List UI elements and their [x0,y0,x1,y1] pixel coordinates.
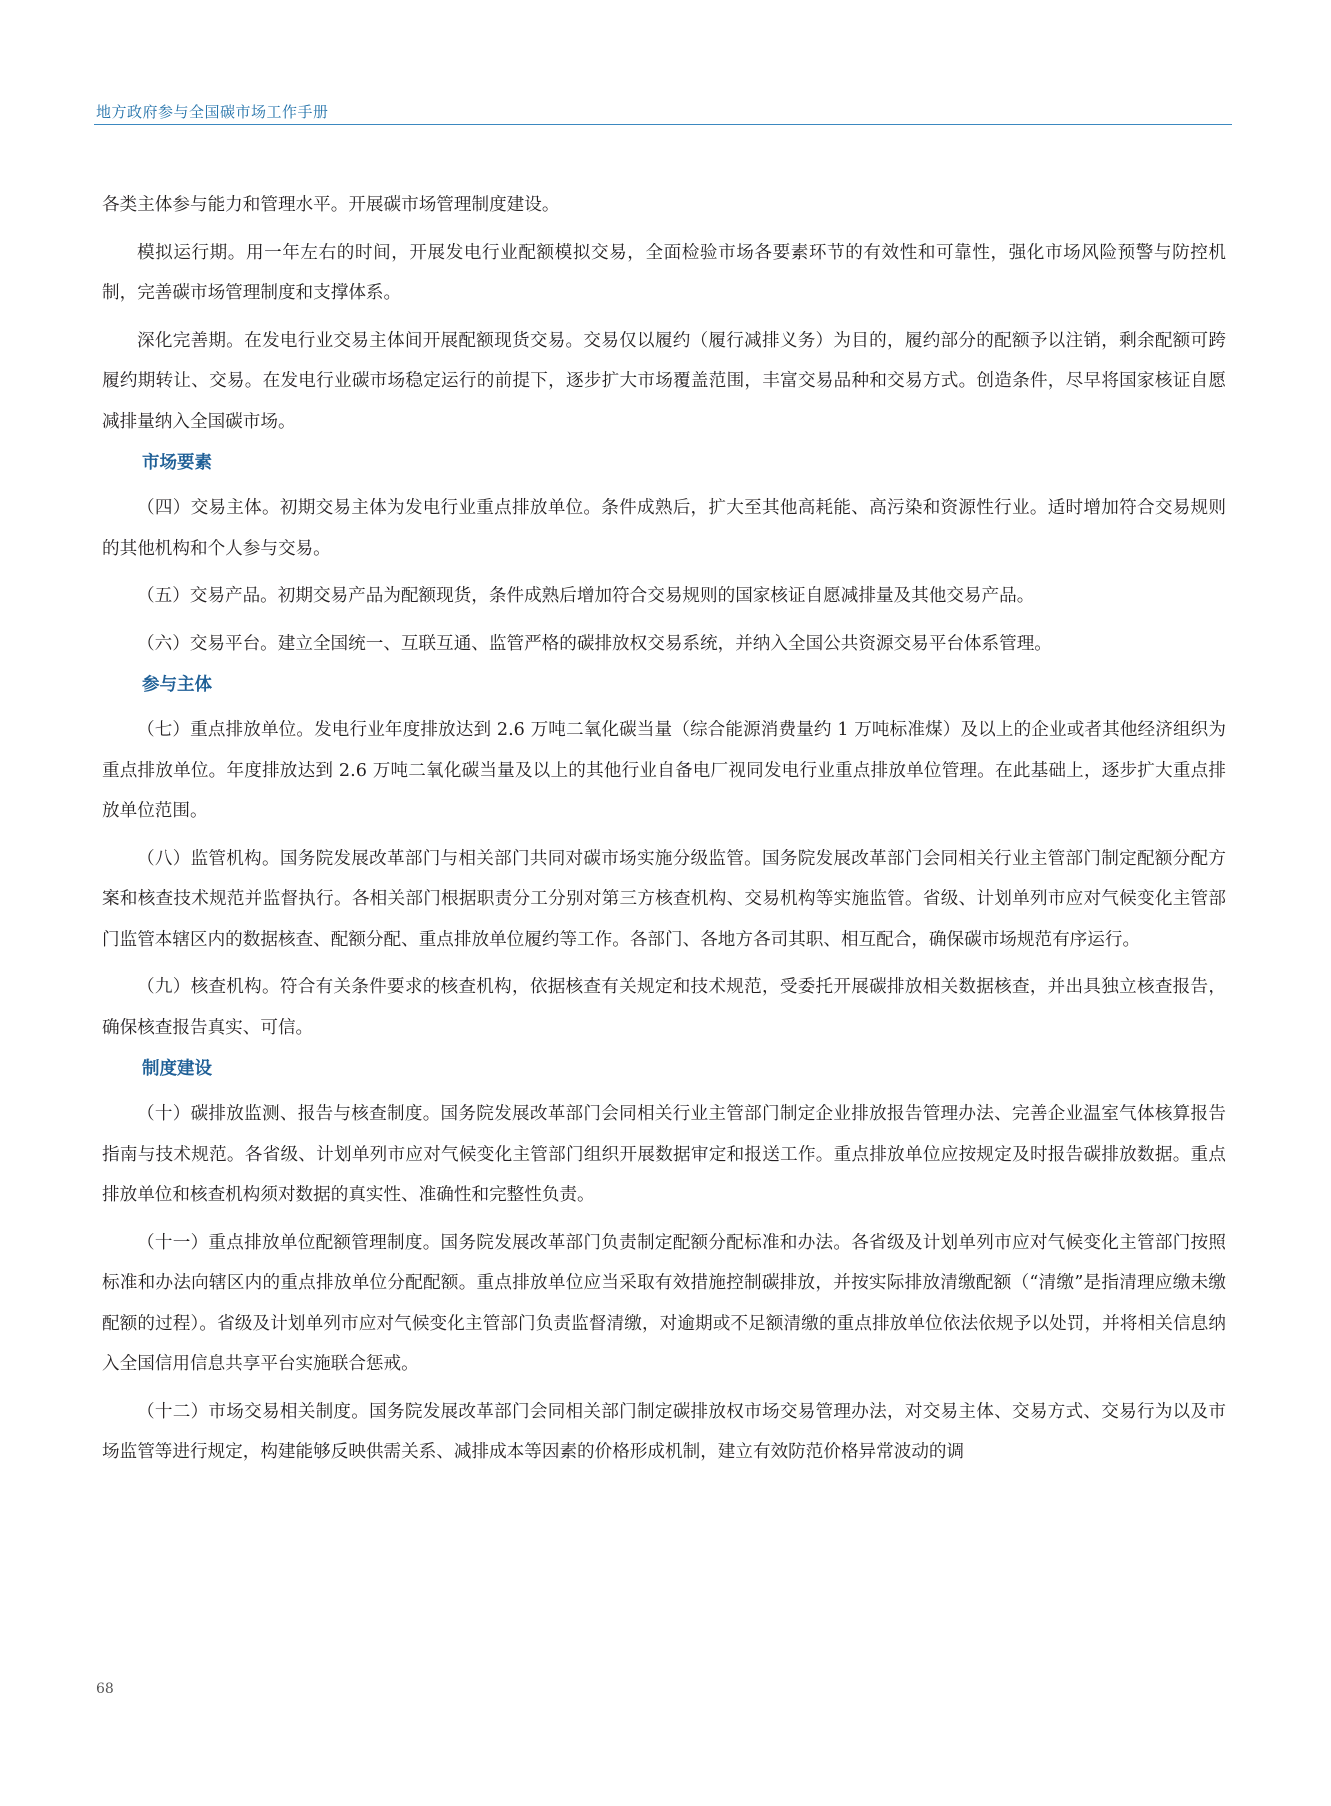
paragraph-simulation-phase: 模拟运行期。用一年左右的时间，开展发电行业配额模拟交易，全面检验市场各要素环节的有效性和可靠性，强化市场风险预警与防控机制，完善碳市场管理制度和支撑体系。 [102,242,1226,303]
header-rule [94,124,1232,125]
paragraph-allowance-management: （十一）重点排放单位配额管理制度。国务院发展改革部门负责制定配额分配标准和办法。各省级及计划单列市应对气候变化主管部门按照标准和办法向辖区内的重点排放单位分配配额。重点排放单位应当采取有效措施控制碳排放，并按实际排放清缴配额（“清缴”是指清理应缴未缴配额的过程）。省级及计划单列市应对气候变化主管部门负责监督清缴，对逾期或不足额清缴的重点排放单位依法依规予以处罚，并将相关信息纳入全国信用信息共享平台实施联合惩戒。 [102,1232,1226,1374]
page-body [102,185,1226,1480]
paragraph-trading-products: （五）交易产品。初期交易产品为配额现货，条件成熟后增加符合交易规则的国家核证自愿减排量及其他交易产品。 [137,586,1035,606]
paragraph-continued: 各类主体参与能力和管理水平。开展碳市场管理制度建设。 [102,195,560,215]
paragraph-mrv-system: （十）碳排放监测、报告与核查制度。国务院发展改革部门会同相关行业主管部门制定企业排放报告管理办法、完善企业温室气体核算报告指南与技术规范。各省级、计划单列市应对气候变化主管部门组织开展数据审定和报送工作。重点排放单位应按规定及时报告碳排放数据。重点排放单位和核查机构须对数据的真实性、准确性和完整性负责。 [102,1104,1226,1205]
paragraph-deepening-phase: 深化完善期。在发电行业交易主体间开展配额现货交易。交易仅以履约（履行减排义务）为目的，履约部分的配额予以注销，剩余配额可跨履约期转让、交易。在发电行业碳市场稳定运行的前提下，逐步扩大市场覆盖范围，丰富交易品种和交易方式。创造条件，尽早将国家核证自愿减排量纳入全国碳市场。 [102,330,1226,432]
section-heading-participants: 参与主体 [142,675,212,695]
paragraph-trading-platform: （六）交易平台。建立全国统一、互联互通、监管严格的碳排放权交易系统，并纳入全国公共资源交易平台体系管理。 [137,633,1052,654]
paragraph-trading-entities: （四）交易主体。初期交易主体为发电行业重点排放单位。条件成熟后，扩大至其他高耗能、高污染和资源性行业。适时增加符合交易规则的其他机构和个人参与交易。 [102,498,1226,559]
paragraph-trading-rules: （十二）市场交易相关制度。国务院发展改革部门会同相关部门制定碳排放权市场交易管理办法，对交易主体、交易方式、交易行为以及市场监管等进行规定，构建能够反映供需关系、减排成本等因素的价格形成机制，建立有效防范价格异常波动的调 [102,1401,1226,1462]
paragraph-regulators: （八）监管机构。国务院发展改革部门与相关部门共同对碳市场实施分级监管。国务院发展改革部门会同相关行业主管部门制定配额分配方案和核查技术规范并监督执行。各相关部门根据职责分工分别对第三方核查机构、交易机构等实施监管。省级、计划单列市应对气候变化主管部门监管本辖区内的数据核查、配额分配、重点排放单位履约等工作。各部门、各地方各司其职、相互配合，确保碳市场规范有序运行。 [102,848,1226,950]
section-heading-institution-building: 制度建设 [142,1059,212,1079]
section-heading-market-elements: 市场要素 [142,453,212,473]
page-number: 68 [96,1681,114,1697]
paragraph-verifiers: （九）核查机构。符合有关条件要求的核查机构，依据核查有关规定和技术规范，受委托开展碳排放相关数据核查，并出具独立核查报告，确保核查报告真实、可信。 [102,977,1226,1038]
paragraph-key-emitters: （七）重点排放单位。发电行业年度排放达到 2.6 万吨二氧化碳当量（综合能源消费量约 1 万吨标准煤）及以上的企业或者其他经济组织为重点排放单位。年度排放达到 2.6 万吨二氧化碳当量及以上的其他行业自备电厂视同发电行业重点排放单位管理。在此基础上，逐步扩大重点排放单位范围。 [102,720,1226,821]
running-header-title: 地方政府参与全国碳市场工作手册 [96,103,329,121]
